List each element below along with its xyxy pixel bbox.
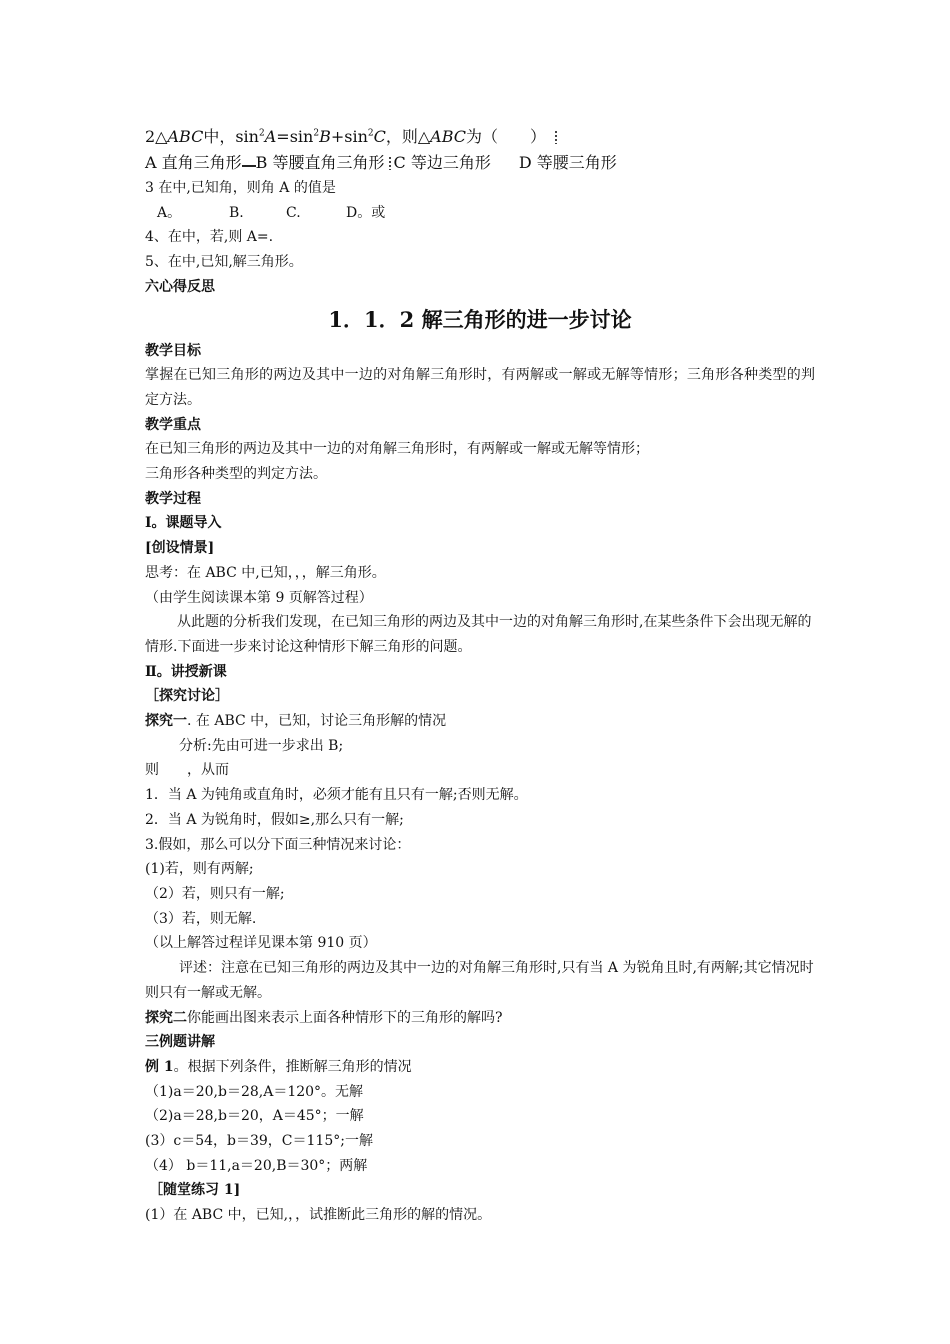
case-2: 2．当 A 为锐角时，假如≥,那么只有一解; — [145, 811, 404, 828]
explore-heading: ［探究讨论］ — [145, 688, 229, 705]
q2-superscript: 2 — [367, 128, 374, 139]
case-3: 3.假如，那么可以分下面三种情况来讨论： — [145, 836, 411, 853]
q2-superscript: 2 — [313, 128, 320, 139]
example-1-item: （1)a＝20,b＝28,A＝120°。无解 — [145, 1083, 364, 1100]
q2-var-b: B — [319, 127, 331, 146]
field-marker-dots — [554, 130, 558, 144]
q2-text: ，则△ — [385, 127, 431, 146]
examples-heading: 三例题讲解 — [145, 1034, 215, 1051]
example-1-text: 。根据下列条件，推断解三角形的情况 — [173, 1058, 412, 1075]
q3-option-a: A。 — [157, 204, 182, 221]
section-1-heading: Ⅰ。课题导入 — [145, 515, 222, 532]
explore-1-text: . 在 ABC 中，已知，讨论三角形解的情况 — [187, 713, 447, 730]
process-heading: 教学过程 — [145, 490, 201, 507]
q2-option-d: D 等腰三角形 — [518, 153, 617, 172]
question-3-stem: 3 在中,已知角，则角 A 的值是 — [145, 180, 336, 196]
q3-option-d: D。或 — [346, 204, 386, 221]
detail-note: （以上解答过程详见课本第 910 页） — [145, 935, 377, 952]
q2-var-c: C — [373, 127, 386, 146]
analysis-paragraph-text: 从此题的分析我们发现，在已知三角形的两边及其中一边的对角解三角形时,在某些条件下会出现无解的情形.下面进一步来讨论这种情形下解三角形的问题。 — [145, 614, 812, 655]
goal-heading: 教学目标 — [145, 342, 201, 359]
field-marker-underline — [242, 165, 256, 167]
question-2-options — [145, 150, 815, 176]
q2-var-a: A — [264, 127, 277, 146]
example-1-item: （4） b＝11,a＝20,B＝30°；两解 — [145, 1157, 368, 1174]
scenario-heading: [创设情景] — [145, 540, 215, 557]
q2-text: 为（ ） — [466, 127, 547, 146]
comment-paragraph — [145, 956, 815, 1005]
practice-item: (1）在 ABC 中，已知,，，试推断此三角形的解的情况。 — [145, 1207, 492, 1224]
document-page — [145, 124, 815, 1228]
key-line-2: 三角形各种类型的判定方法。 — [145, 466, 327, 483]
sub-case-3: （3）若，则无解. — [145, 910, 257, 927]
then-line: 则 ，从而 — [145, 762, 229, 779]
case-1: 1．当 A 为钝角或直角时，必须才能有且只有一解;否则无解。 — [145, 787, 528, 804]
q2-option-c: C 等边三角形 — [393, 153, 491, 172]
explore-1 — [145, 709, 815, 734]
explore-2-label: 探究二 — [145, 1009, 187, 1026]
example-1-label: 例 1 — [145, 1058, 174, 1075]
read-note: （由学生阅读课本第 9 页解答过程） — [145, 589, 373, 606]
q2-option-b: B 等腰直角三角形 — [255, 153, 385, 172]
analysis-paragraph — [145, 610, 815, 659]
q3-option-c: C. — [286, 204, 301, 221]
comment-paragraph-text: 评述：注意在已知三角形的两边及其中一边的对角解三角形时,只有当 A 为锐角且时,有两解;其它情况时则只有一解或无解。 — [145, 960, 814, 1001]
explore-2 — [145, 1006, 815, 1031]
section-2-heading: Ⅱ。讲授新课 — [145, 663, 227, 680]
goal-text: 掌握在已知三角形的两边及其中一边的对角解三角形时，有两解或一解或无解等情形；三角形各种类型的判定方法。 — [145, 367, 815, 408]
section-title: 1．1．2 解三角形的进一步讨论 — [328, 306, 632, 332]
q2-option-a: A 直角三角形 — [145, 153, 242, 172]
question-3-options — [145, 201, 815, 226]
explore-2-text: 你能画出图来表示上面各种情形下的三角形的解吗? — [187, 1009, 503, 1026]
q2-text: 中，sin — [203, 127, 259, 146]
q2-triangle-name: ABC — [167, 127, 204, 146]
question-4: 4、在中，若,则 A=. — [145, 229, 274, 246]
question-5: 5、在中,已知,解三角形。 — [145, 254, 303, 271]
explore-1-label: 探究一 — [145, 713, 187, 730]
sub-case-2: （2）若，则只有一解; — [145, 885, 285, 902]
q3-option-b: B. — [229, 204, 244, 221]
example-1 — [145, 1055, 815, 1080]
q2-prefix: 2△ — [145, 127, 168, 146]
sub-case-1: (1)若，则有两解; — [145, 861, 254, 878]
question-2-stem — [145, 124, 815, 150]
q2-superscript: 2 — [258, 128, 265, 139]
example-1-item: （2)a＝28,b＝20，A＝45°；一解 — [145, 1108, 364, 1125]
practice-heading: ［随堂练习 1] — [149, 1182, 241, 1199]
think-question: 思考：在 ABC 中,已知，，，解三角形。 — [145, 564, 386, 581]
analysis-line: 分析:先由可进一步求出 B; — [179, 737, 344, 754]
q2-triangle-name: ABC — [430, 127, 467, 146]
example-1-item: (3）c＝54，b＝39，C＝115°;一解 — [145, 1133, 373, 1150]
field-marker-dots — [388, 156, 392, 170]
reflection-heading: 六心得反思 — [145, 278, 215, 295]
q2-text: +sin — [330, 127, 368, 146]
key-line-1: 在已知三角形的两边及其中一边的对角解三角形时，有两解或一解或无解等情形； — [145, 441, 649, 458]
q2-text: =sin — [276, 127, 314, 146]
key-heading: 教学重点 — [145, 416, 201, 433]
